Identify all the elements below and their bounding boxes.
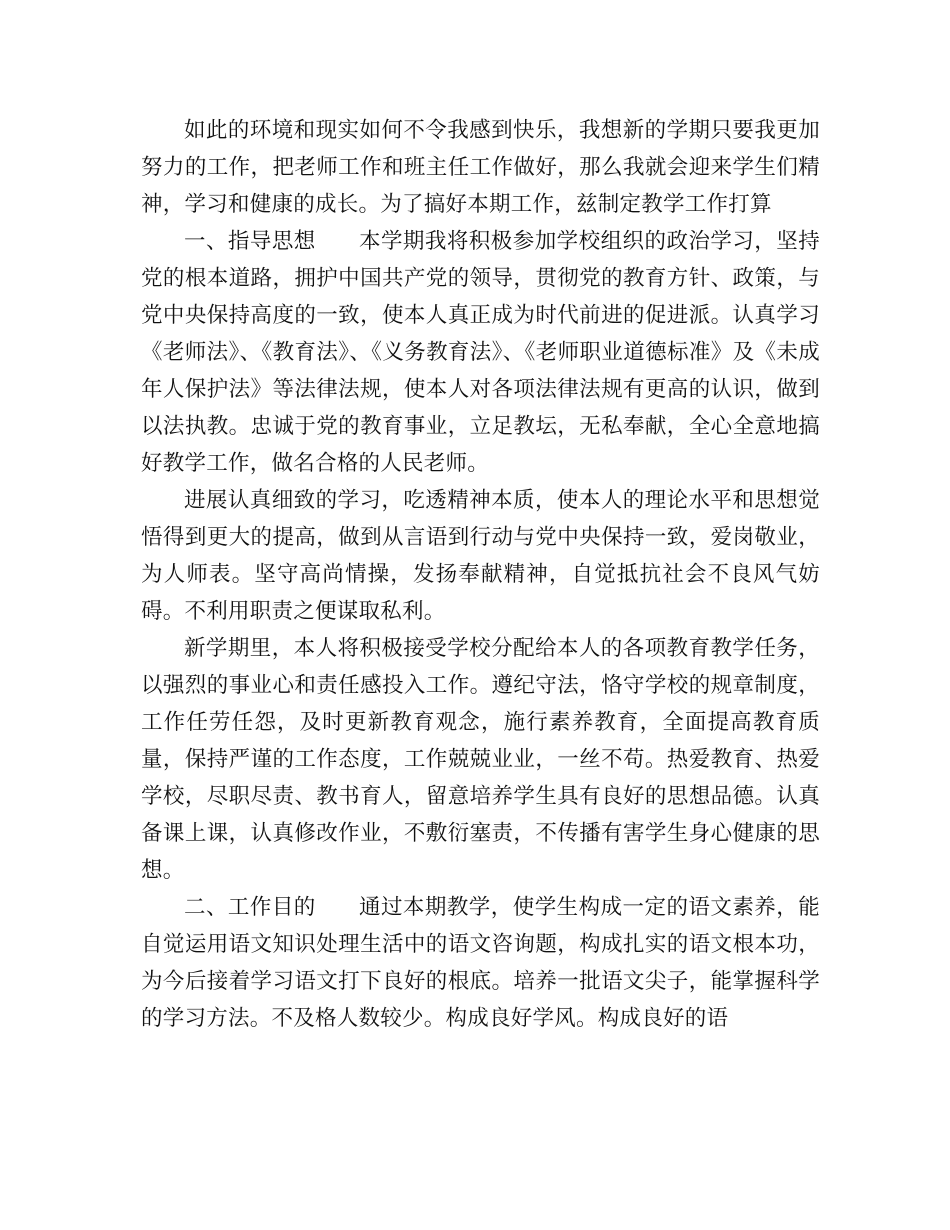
- paragraph-guiding-thought-body: 本学期我将积极参加学校组织的政治学习，坚持党的根本道路，拥护中国共产党的领导，贯彻党的教育方针、政策，与党中央保持高度的一致，使本人真正成为时代前进的促进派。认真学习《老师法》、《教育法》、《义务教育法》、《老师职业道德标准》及《未成年人保护法》等法律法规，使本人对各项法律法规有更高的认识，做到以法执教。忠诚于党的教育事业，立足教坛，无私奉献，全心全意地搞好教学工作，做名合格的人民老师。: [141, 229, 820, 476]
- paragraph-intro: 如此的环境和现实如何不令我感到快乐，我想新的学期只要我更加努力的工作，把老师工作和班主任工作做好，那么我就会迎来学生们精神，学习和健康的成长。为了搞好本期工作，兹制定教学工作打算: [141, 118, 820, 217]
- paragraph-study: 进展认真细致的学习，吃透精神本质，使本人的理论水平和思想觉悟得到更大的提高，做到从言语到行动与党中央保持一致，爱岗敬业，为人师表。坚守高尚情操，发扬奉献精神，自觉抵抗社会不良风气妨碍。不利用职责之便谋取私利。: [141, 488, 820, 624]
- paragraph-new-semester: 新学期里，本人将积极接受学校分配给本人的各项教育教学任务，以强烈的事业心和责任感投入工作。遵纪守法，恪守学校的规章制度，工作任劳任怨，及时更新教育观念，施行素养教育，全面提高教育质量，保持严谨的工作态度，工作兢兢业业，一丝不苟。热爱教育、热爱学校，尽职尽责、教书育人，留意培养学生具有良好的思想品德。认真备课上课，认真修改作业，不敷衍塞责，不传播有害学生身心健康的思想。: [141, 636, 820, 883]
- paragraph-work-goal: [141, 889, 820, 1037]
- paragraph-work-goal-body: 通过本期教学，使学生构成一定的语文素养，能自觉运用语文知识处理生活中的语文咨询题，构成扎实的语文根本功，为今后接着学习语文打下良好的根底。培养一批语文尖子，能掌握科学的学习方法。不及格人数较少。构成良好学风。构成良好的语: [141, 895, 820, 1031]
- section-heading-work-goal: 二、工作目的: [184, 895, 316, 920]
- section-heading-guiding-thought: 一、指导思想: [184, 229, 316, 254]
- paragraph-guiding-thought: [141, 223, 820, 482]
